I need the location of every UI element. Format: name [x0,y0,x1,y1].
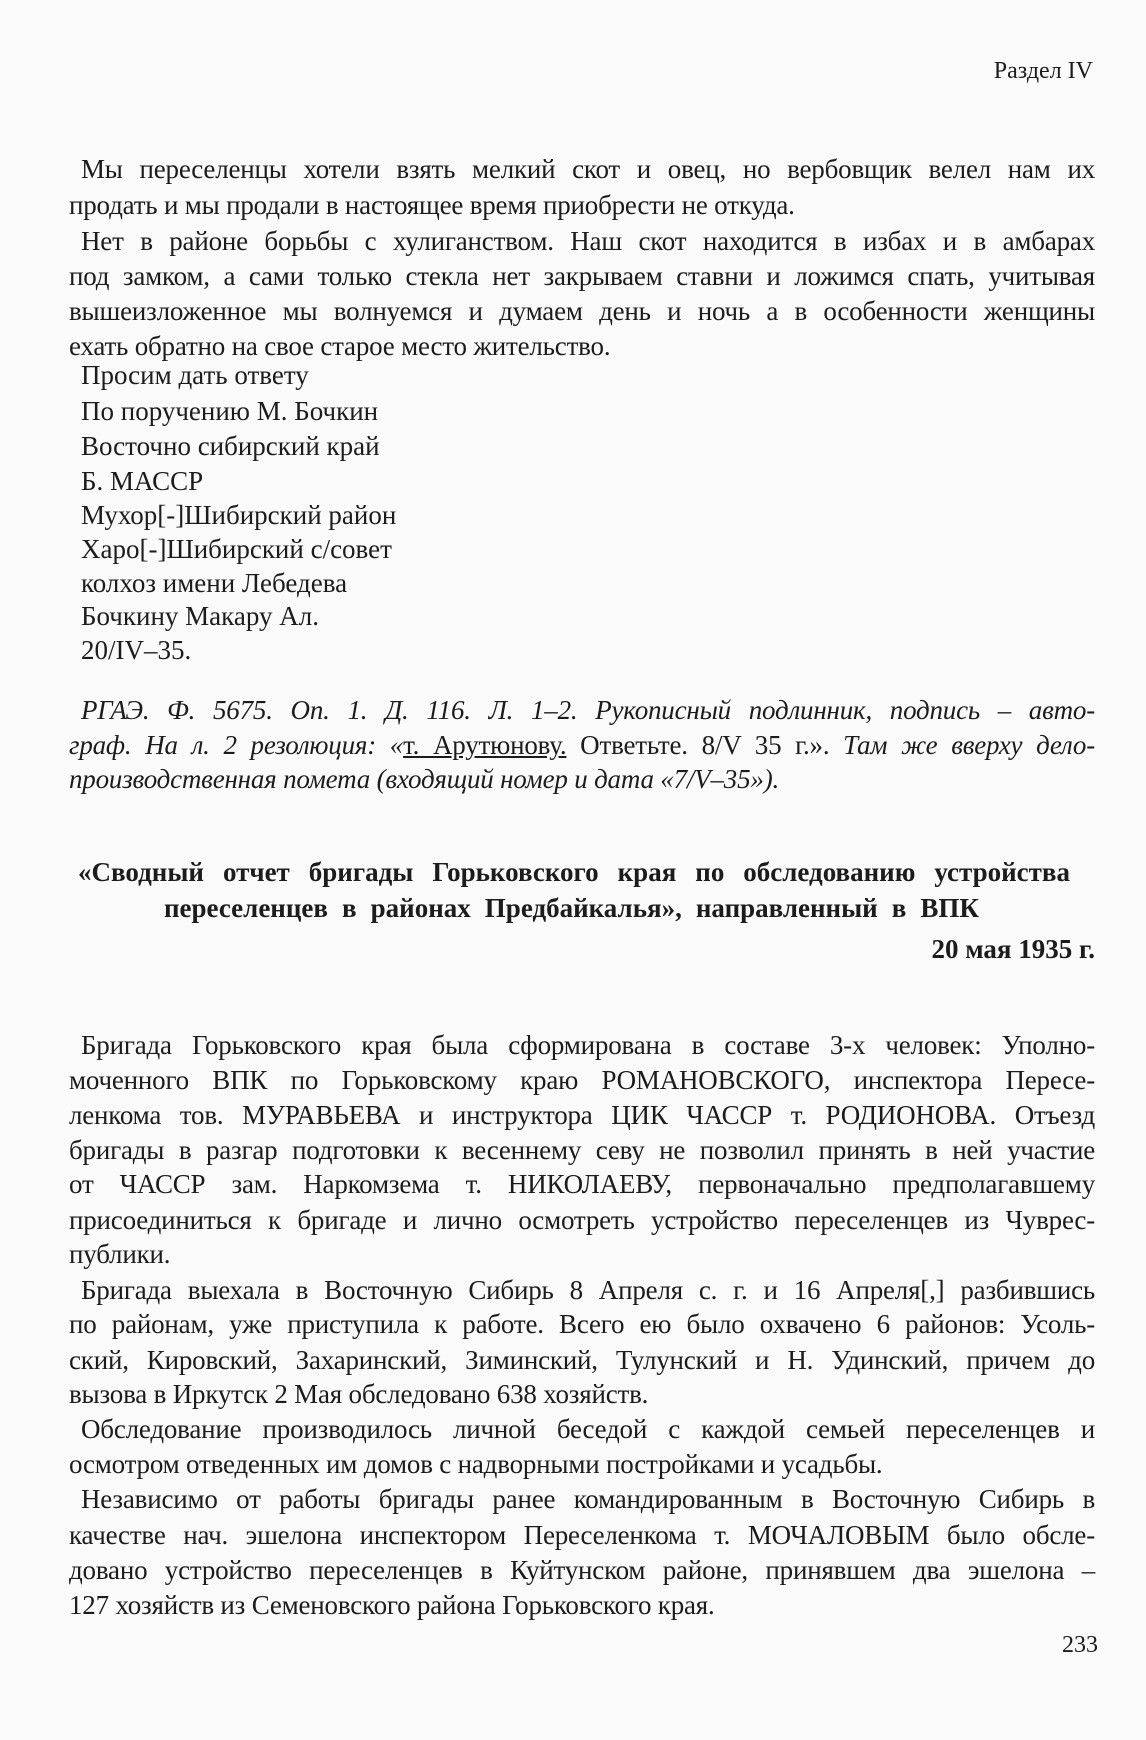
text-line: Обследование производилось личной беседой с каждой семьей переселенцев и [81,1414,1095,1444]
text-line: вышеизложенное мы волнуемся и думаем день и ночь а в особенности женщины [69,296,1095,326]
text-line: Нет в районе борьбы с хулиганством. Наш скот находится в избах и в амбарах [81,226,1095,256]
text-line: качестве нач. эшелона инспектором Переселенкома т. МОЧАЛОВЫМ было обсле- [69,1520,1095,1550]
page-number: 233 [1062,1632,1098,1658]
text-line: Независимо от работы бригады ранее командированным в Восточную Сибирь в [81,1484,1095,1514]
text-line: ский, Кировский, Захаринский, Зиминский, Тулунский и Н. Удинский, причем до [69,1345,1095,1375]
closing-line: 20/IV–35. [81,635,192,665]
text-line: публики. [69,1239,171,1269]
closing-line: Восточно сибирский край [81,431,380,461]
document-title: переселенцев в районах Предбайкалья», направленный в ВПК [164,893,979,923]
resolution-addressee: т. Арутюнову. [403,730,567,760]
closing-line: Мухор[-]Шибирский район [81,500,397,530]
resolution-text: Ответьте. 8/V 35 г.». [566,730,830,760]
text-line: моченного ВПК по Горьковскому краю РОМАНОВСКОГО, инспектора Пересе- [69,1065,1095,1095]
closing-line: Б. МАССР [81,466,204,496]
text-line: вызова в Иркутск 2 Мая обследовано 638 хозяйств. [69,1379,649,1409]
section-header: Раздел IV [993,58,1093,84]
text-line: 127 хозяйств из Семеновского района Горьковского края. [69,1590,715,1620]
text-line: от ЧАССР зам. Наркомзема т. НИКОЛАЕВУ, первоначально предполагавшему [69,1169,1095,1199]
closing-line: По поручению М. Бочкин [81,396,379,426]
archive-citation [69,727,1095,763]
text-line: присоединиться к бригаде и лично осмотреть устройство переселенцев из Чуврес- [69,1205,1095,1235]
text-line: продать и мы продали в настоящее время приобрести не откуда. [69,190,795,220]
document-date: 20 мая 1935 г. [931,934,1095,964]
text-line: ленкома тов. МУРАВЬЕВА и инструктора ЦИК ЧАССР т. РОДИОНОВА. Отъезд [69,1100,1095,1130]
text-line: довано устройство переселенцев в Куйтунском районе, принявшем два эшелона – [69,1555,1095,1585]
closing-line: Харо[-]Шибирский с/совет [81,534,392,564]
closing-line: Бочкину Макару Ал. [81,601,319,631]
text-line: Бригада выехала в Восточную Сибирь 8 Апреля с. г. и 16 Апреля[,] разбившись [81,1275,1095,1305]
text-line: по районам, уже приступила к работе. Всего ею было охвачено 6 районов: Усоль- [69,1309,1095,1339]
text-line: осмотром отведенных им домов с надворными постройками и усадьбы. [69,1449,883,1479]
archive-citation: РГАЭ. Ф. 5675. Оп. 1. Д. 116. Л. 1–2. Рукописный подлинник, подпись – авто- [81,695,1095,725]
text-line: ехать обратно на свое старое место жительство. [69,331,611,361]
text-line: бригады в разгар подготовки к весеннему севу не позволил принять в ней участие [69,1135,1095,1165]
archive-citation: производственная помета (входящий номер и дата «7/V–35»). [69,764,780,794]
citation-text: Там же вверху дело- [829,730,1095,760]
closing-line: Просим дать ответу [81,360,309,390]
citation-text: граф. На л. 2 резолюция: « [69,730,404,760]
document-title: «Сводный отчет бригады Горьковского края по обследованию устройства [78,857,1070,887]
text-line: Бригада Горьковского края была сформирована в составе 3-х человек: Уполно- [81,1030,1095,1060]
text-line: под замком, а сами только стекла нет закрываем ставни и ложимся спать, учитывая [69,261,1095,291]
text-line: Мы переселенцы хотели взять мелкий скот и овец, но вербовщик велел нам их [81,154,1095,184]
closing-line: колхоз имени Лебедева [81,568,348,598]
